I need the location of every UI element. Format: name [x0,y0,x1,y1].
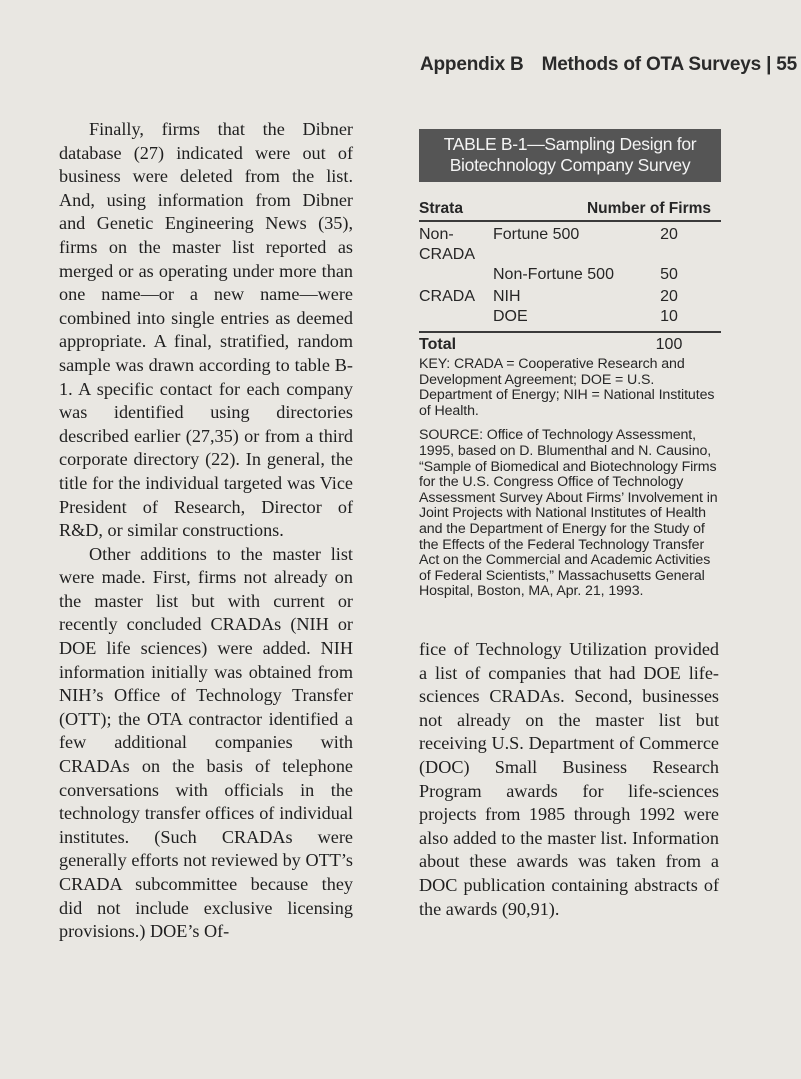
table-title: TABLE B-1—Sampling Design for Biotechnology Company Survey [419,129,721,182]
header-title: Methods of OTA Surveys [541,54,761,75]
header-strata: Strata [419,200,463,217]
paragraph-office-continuation: fice of Technology Utilization provided a list of companies that had DOE life-sciences CRADAs. Second, businesses not already on the master list but receiving U.S. Department of Commerce (DOC) Small Business Research Program awards for life-sciences projects from 1985 through 1992 were also added to the master list. Information about these awards was taken from a DOC publication containing abstracts of the awards (90,91). [419,639,719,919]
header-section: Appendix B [420,54,524,75]
running-header [420,54,798,76]
cell-sub: NIH [493,288,521,305]
cell-count: 20 [660,226,678,243]
table-row [419,307,721,327]
cell-group [419,307,493,327]
table-source-note: SOURCE: Office of Technology Assessment, 1995, based on D. Blumenthal and N. Causino, “Sample of Biomedical and Biotechnology Firms for the U.S. Congress Office of Technology Assessment Survey About Firms’ Involvement in Joint Projects with National Institutes of Health and the Department of Energy for the Study of the Effects of the Federal Technology Transfer Act on the Commercial and Academic Activities of Federal Scientists,” Massachusetts General Hospital, Boston, MA, Apr. 21, 1993. [419,427,718,600]
cell-sub: DOE [493,308,528,325]
paragraph-other-additions: Other additions to the master list were made. First, firms not already on the master list but with current or recently concluded CRADAs (NIH or DOE life sciences) were added. NIH information initially was obtained from NIH’s Office of Technology Transfer (OTT); the OTA contractor identified a few additional companies with CRADAs on the basis of telephone conversations with officials in the technology transfer offices of individual institutes. (Such CRADAs were generally efforts not reviewed by OTT’s CRADA subcommittee because they did not include exclusive licensing provisions.) DOE’s Of- [59,543,353,942]
paragraph-finally: Finally, firms that the Dibner database (27) indicated were out of business were deleted from the list. And, using information from Dibner and Genetic Engineering News (35), firms on the master list reported as merged or as operating under more than one name—or a new name—were combined into single entries as deemed appropriate. A final, stratified, random sample was drawn according to table B-1. A specific contact for each company was identified using directories described earlier (27,35) or from a third corporate directory (22). In general, the title for the individual targeted was Vice President of Research, Director of R&D, or similar constructions. [59,119,353,541]
total-label: Total [419,336,457,353]
cell-sub: Non-Fortune 500 [493,266,614,283]
cell-count: 50 [660,266,678,283]
table-row [419,265,721,285]
total-value: 100 [655,336,683,353]
table-row [419,225,721,265]
page-number: | 55 [766,54,798,75]
cell-group [419,265,493,285]
table-total-row [419,331,721,355]
cell-group: Non-CRADA [419,226,476,263]
table-row [419,287,721,307]
left-text-column [59,118,353,944]
table-header-row [419,200,721,222]
table-key-note: KEY: CRADA = Cooperative Research and Development Agreement; DOE = U.S. Department of Energy; NIH = National Institutes of Health. [419,356,715,419]
cell-count: 20 [660,288,678,305]
cell-group: CRADA [419,288,476,305]
table-b1 [419,129,721,600]
cell-count: 10 [660,308,678,325]
cell-sub: Fortune 500 [493,226,580,243]
right-text-column [419,638,719,921]
header-number-of-firms: Number of Firms [586,200,711,217]
